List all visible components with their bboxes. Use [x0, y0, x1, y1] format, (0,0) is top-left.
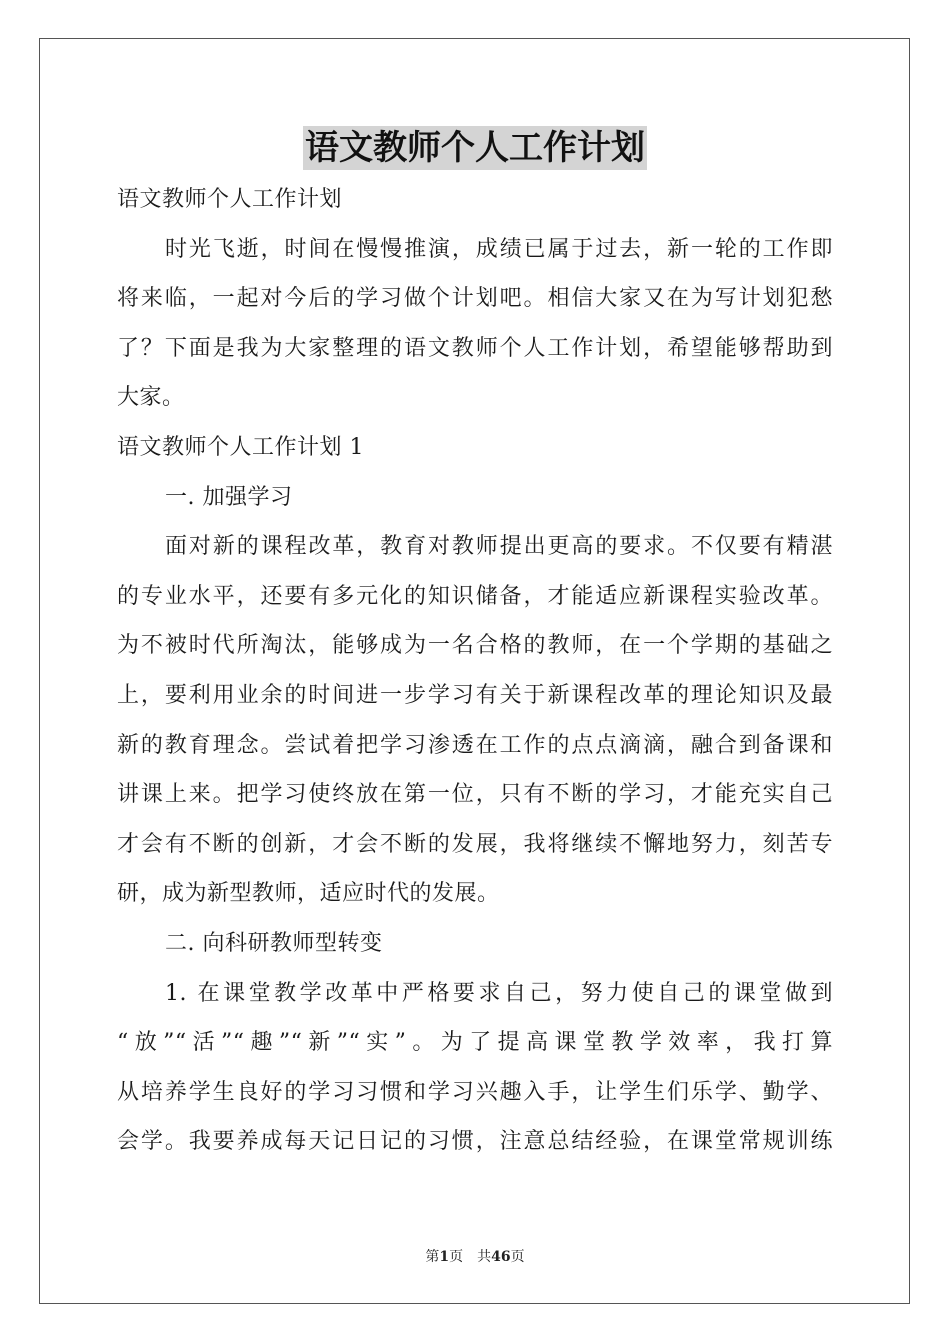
text-line: 了？下面是我为大家整理的语文教师个人工作计划，希望能够帮助到: [117, 335, 833, 361]
text-line: 的专业水平，还要有多元化的知识储备，才能适应新课程实验改革。: [117, 583, 833, 609]
text-line: 语文教师个人工作计划 1: [117, 434, 364, 460]
text-line: 为不被时代所淘汰，能够成为一名合格的教师，在一个学期的基础之: [117, 633, 833, 659]
footer-suffix: 页: [510, 1249, 525, 1265]
text-line: 语文教师个人工作计划: [117, 187, 343, 212]
text-line: 研，成为新型教师，适应时代的发展。: [117, 881, 500, 907]
text-line: 面对新的课程改革，教育对教师提出更高的要求。不仅要有精湛: [165, 534, 833, 560]
text-line: 将来临，一起对今后的学习做个计划吧。相信大家又在为写计划犯愁: [117, 286, 833, 312]
text-line: 上，要利用业余的时间进一步学习有关于新课程改革的理论知识及最: [117, 682, 833, 708]
footer-middle: 页 共: [449, 1249, 492, 1265]
text-line: 时光飞逝，时间在慢慢推演，成绩已属于过去，新一轮的工作即: [165, 236, 833, 262]
text-line: 才会有不断的创新，才会不断的发展，我将继续不懈地努力，刻苦专: [117, 831, 833, 857]
page-footer: [0, 1247, 950, 1267]
footer-prefix: 第: [425, 1249, 440, 1265]
document-body: [117, 175, 833, 1167]
text-line: 新的教育理念。尝试着把学习渗透在工作的点点滴滴，融合到备课和: [117, 732, 833, 758]
text-line: “放”“活”“趣”“新”“实”。为了提高课堂教学效率，我打算: [117, 1030, 833, 1056]
text-line: 1. 在课堂教学改革中严格要求自己，努力使自己的课堂做到: [165, 980, 833, 1006]
footer-page-number: 1: [439, 1249, 450, 1265]
title-container: [0, 126, 950, 170]
text-line: 二. 向科研教师型转变: [165, 930, 383, 956]
text-line: 会学。我要养成每天记日记的习惯，注意总结经验，在课堂常规训练: [117, 1129, 833, 1155]
text-line: 大家。: [117, 385, 185, 411]
footer-total-pages: 46: [491, 1249, 511, 1265]
text-line: 从培养学生良好的学习习惯和学习兴趣入手，让学生们乐学、勤学、: [117, 1079, 833, 1105]
document-title: 语文教师个人工作计划: [305, 128, 645, 168]
text-line: 一. 加强学习: [165, 484, 293, 510]
text-line: 讲课上来。把学习使终放在第一位，只有不断的学习，才能充实自己: [117, 782, 833, 808]
